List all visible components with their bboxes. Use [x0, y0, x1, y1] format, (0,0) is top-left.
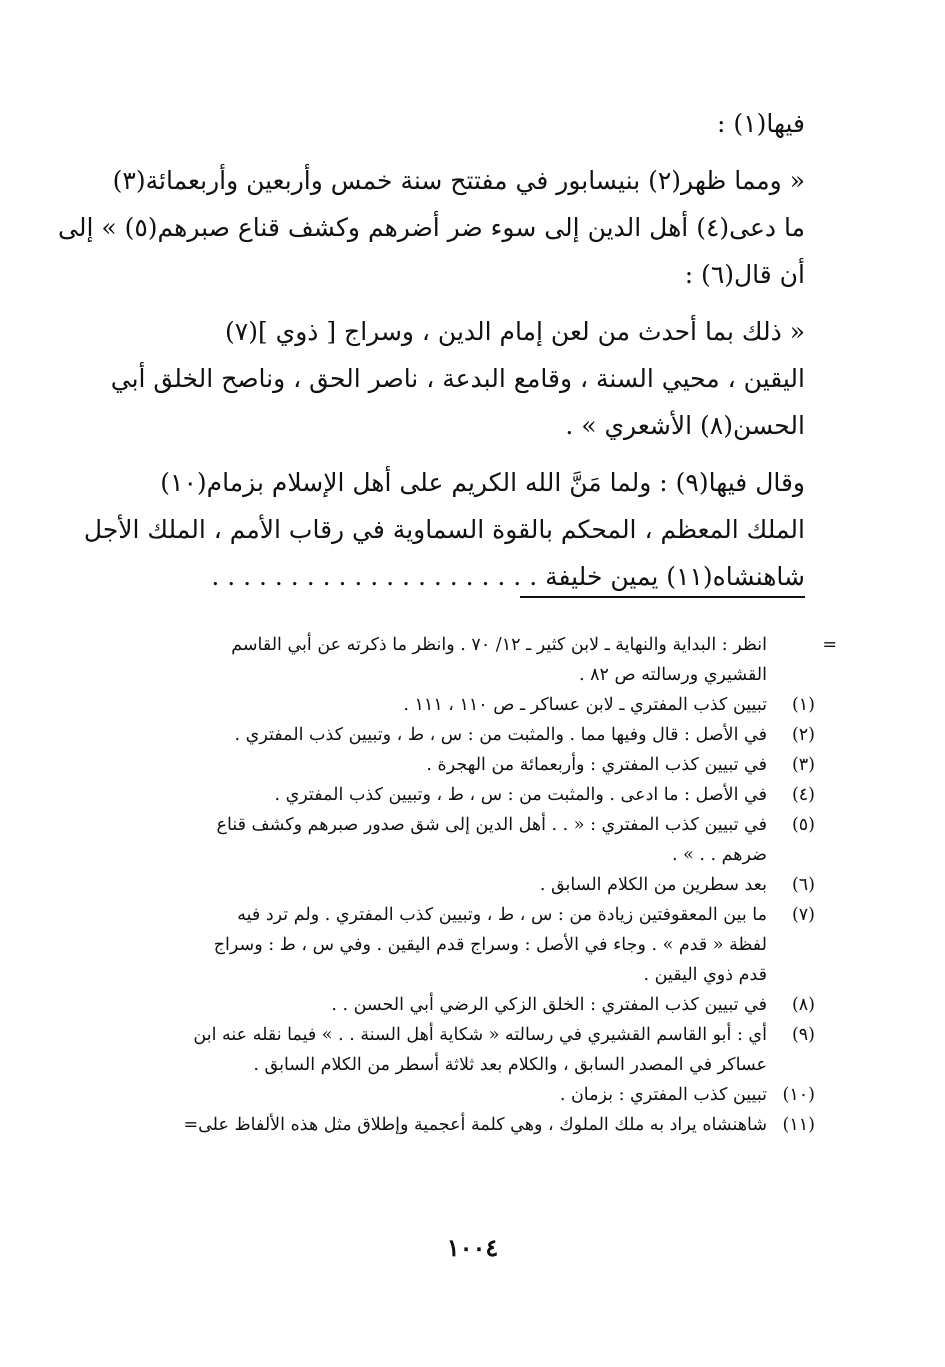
text-line: « ومما ظهر(٢) بنيسابور في مفتتح سنة خمس وأربعين وأربعمائة(٣) — [112, 166, 805, 195]
footnote-text — [115, 900, 767, 990]
text-line: وقال فيها(٩) : ولما مَنَّ الله الكريم على أهل الإسلام بزمام(١٠) — [160, 468, 805, 497]
paragraph — [105, 100, 805, 147]
footnote-line: بعد سطرين من الكلام السابق . — [539, 875, 767, 895]
footnote — [115, 750, 815, 780]
footnote-number: (٧) — [791, 905, 815, 925]
footnote-text — [115, 1080, 767, 1110]
paragraph — [105, 308, 805, 449]
footnote-number: (٥) — [791, 815, 815, 835]
footnote-number: (١٠) — [782, 1085, 815, 1105]
footnote-line: شاهنشاه يراد به ملك الملوك ، وهي كلمة أعجمية وإطلاق مثل هذه الألفاظ على= — [183, 1115, 767, 1135]
footnote-number: (٩) — [791, 1025, 815, 1045]
page-number: ١٠٠٤ — [446, 1233, 499, 1262]
text-line: شاهنشاه(١١) يمين خليفة . . . . . . . . . . . . . . . . . . . . . — [211, 562, 805, 591]
text-line: الحسن(٨) الأشعري » . — [565, 411, 805, 440]
text-line: الملك المعظم ، المحكم بالقوة السماوية في رقاب الأمم ، الملك الأجل — [83, 515, 805, 544]
footnote-line: في تبيين كذب المفتري : « . . أهل الدين إلى شق صدور صبرهم وكشف قناع — [216, 815, 767, 835]
footnote-text — [115, 750, 767, 780]
paragraph — [83, 459, 805, 600]
footnote-line: في الأصل : ما ادعى . والمثبت من : س ، ط ، وتبيين كذب المفتري . — [274, 785, 767, 805]
footnote-number: (٨) — [791, 995, 815, 1015]
footnote-number: (٢) — [791, 725, 815, 745]
text-line: ما دعى(٤) أهل الدين إلى سوء ضر أضرهم وكشف قناع صبرهم(٥) » إلى — [58, 213, 805, 242]
footnote-line: أي : أبو القاسم القشيري في رسالته « شكاية أهل السنة . . » فيما نقله عنه ابن — [193, 1025, 767, 1045]
footnote — [115, 720, 815, 750]
text-line: أن قال(٦) : — [684, 260, 805, 289]
text-line: « ذلك بما أحدث من لعن إمام الدين ، وسراج [ ذوي ](٧) — [224, 317, 805, 346]
footnote — [115, 870, 815, 900]
footnote-line: عساكر في المصدر السابق ، والكلام بعد ثلاثة أسطر من الكلام السابق . — [253, 1055, 767, 1075]
footnote-line: تبيين كذب المفتري ـ لابن عساكر ـ ص ١١٠ ، ١١١ . — [403, 695, 767, 715]
footnotes — [115, 630, 837, 1140]
footnote — [115, 810, 815, 870]
footnote-line: لفظة « قدم » . وجاء في الأصل : وسراج قدم اليقين . وفي س ، ط : وسراج — [213, 935, 767, 955]
footnote — [115, 900, 815, 990]
footnote-divider — [520, 596, 805, 598]
footnote-line: انظر : البداية والنهاية ـ لابن كثير ـ ١٢/ ٧٠ . وانظر ما ذكرته عن أبي القاسم — [231, 635, 767, 655]
footnote-text — [115, 720, 767, 750]
footnote — [115, 1110, 815, 1140]
footnote-number: (٦) — [791, 875, 815, 895]
footnote-line: القشيري ورسالته ص ٨٢ . — [579, 665, 767, 685]
footnote-text — [115, 810, 767, 870]
footnote-text — [115, 1110, 767, 1140]
text-line: فيها(١) : — [717, 109, 805, 138]
footnote-text — [115, 870, 767, 900]
continuation-mark: = — [822, 635, 837, 655]
paragraph — [58, 157, 805, 298]
footnote-number: (١) — [791, 695, 815, 715]
footnote-line: ما بين المعقوفتين زيادة من : س ، ط ، وتبيين كذب المفتري . ولم ترد فيه — [237, 905, 767, 925]
footnote-continued — [115, 630, 837, 690]
footnote — [115, 990, 815, 1020]
main-text — [58, 100, 805, 610]
footnote — [115, 1080, 815, 1110]
footnote-text — [115, 630, 767, 690]
footnote-line: تبيين كذب المفتري : بزمان . — [559, 1085, 767, 1105]
footnote-text — [115, 690, 767, 720]
footnote-number: (١١) — [782, 1115, 815, 1135]
footnote — [115, 690, 815, 720]
footnote-line: في تبيين كذب المفتري : الخلق الزكي الرضي أبي الحسن . . — [331, 995, 767, 1015]
footnote-number: (٣) — [791, 755, 815, 775]
footnote-text — [115, 1020, 767, 1080]
footnote-line: في تبيين كذب المفتري : وأربعمائة من الهجرة . — [426, 755, 767, 775]
footnote-number: (٤) — [791, 785, 815, 805]
footnote-text — [115, 990, 767, 1020]
footnote-line: قدم ذوي اليقين . — [643, 965, 767, 985]
footnote-text — [115, 780, 767, 810]
footnote — [115, 1020, 815, 1080]
text-line: اليقين ، محيي السنة ، وقامع البدعة ، ناصر الحق ، وناصح الخلق أبي — [110, 364, 805, 393]
footnote-line: ضرهم . . » . — [671, 845, 767, 865]
footnote-line: في الأصل : قال وفيها مما . والمثبت من : س ، ط ، وتبيين كذب المفتري . — [234, 725, 767, 745]
footnote — [115, 780, 815, 810]
